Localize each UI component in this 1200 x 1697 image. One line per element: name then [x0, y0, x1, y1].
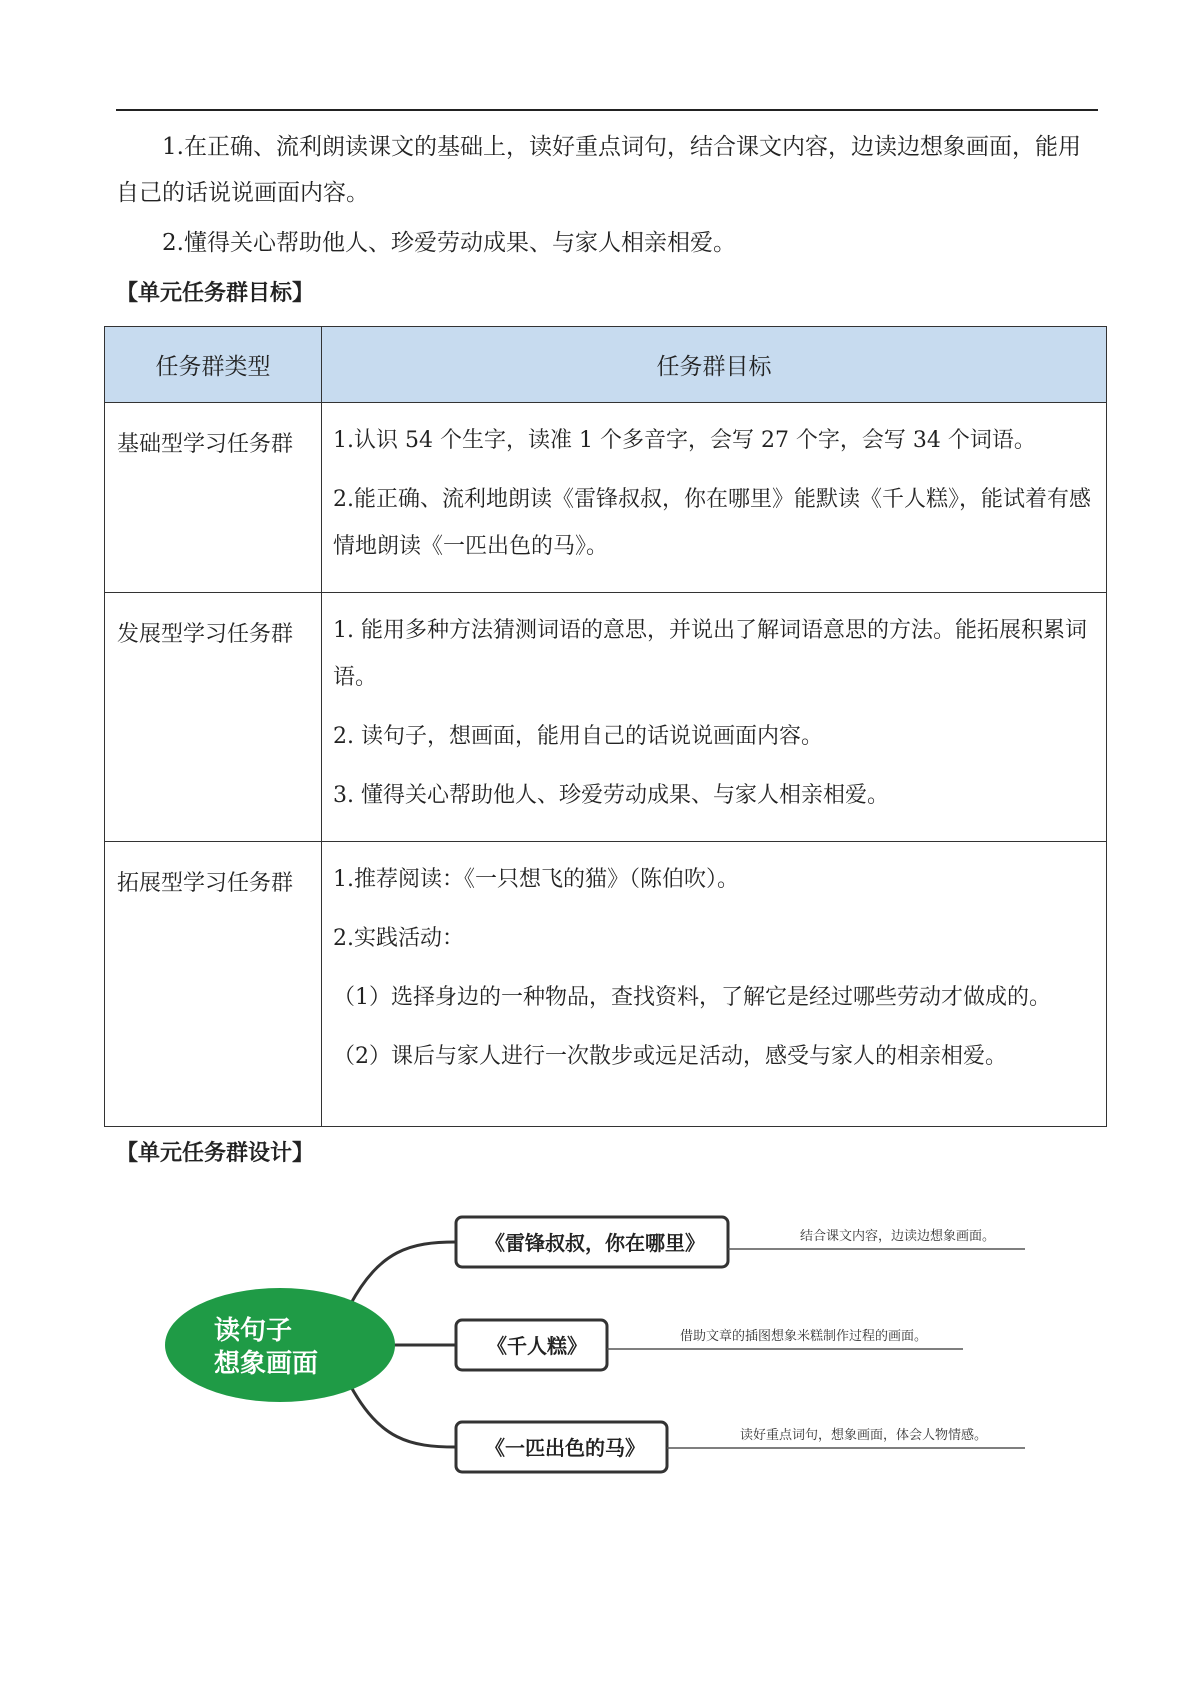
branch-note: 读好重点词句，想象画面，体会人物情感。: [740, 1428, 988, 1443]
section-heading-goals: 【单元任务群目标】: [116, 281, 315, 306]
branch-connector: [350, 1242, 456, 1305]
task-goal-cell: [322, 842, 1107, 1127]
task-goals-table: [104, 326, 1107, 1127]
task-goal-cell: [322, 403, 1107, 593]
center-node-line-1: 读句子: [214, 1316, 293, 1346]
goal-item: 1.认识 54 个生字，读准 1 个多音字，会写 27 个字，会写 34 个词语。: [333, 428, 1036, 453]
task-type-cell: 发展型学习任务群: [105, 593, 322, 842]
goal-item: 2. 读句子，想画面，能用自己的话说说画面内容。: [333, 724, 823, 749]
goal-item: 3. 懂得关心帮助他人、珍爱劳动成果、与家人相亲相爱。: [333, 783, 889, 808]
intro-paragraph-1: 1.在正确、流利朗读课文的基础上，读好重点词句，结合课文内容，边读边想象画面，能用自己的话说说画面内容。: [116, 134, 1081, 206]
task-goal-cell: [322, 593, 1107, 842]
mind-map-diagram: [0, 1190, 1200, 1510]
table-row: [105, 403, 1107, 593]
task-type-cell: 基础型学习任务群: [105, 403, 322, 593]
branch-title: 《雷锋叔叔，你在哪里》: [485, 1231, 705, 1255]
section-heading-design: 【单元任务群设计】: [116, 1141, 315, 1166]
center-node-line-2: 想象画面: [214, 1349, 319, 1379]
task-type-cell: 拓展型学习任务群: [105, 842, 322, 1127]
goal-item: 1.推荐阅读：《一只想飞的猫》（陈伯吹）。: [333, 867, 739, 892]
table-row: [105, 593, 1107, 842]
goal-item: 2.实践活动：: [333, 926, 464, 951]
branch-note: 结合课文内容，边读边想象画面。: [800, 1229, 996, 1244]
column-header-type: 任务群类型: [105, 327, 322, 403]
goal-item: 1. 能用多种方法猜测词语的意思，并说出了解词语意思的方法。能拓展积累词语。: [333, 618, 1087, 690]
table-row: [105, 842, 1107, 1127]
goal-item: 2.能正确、流利地朗读《雷锋叔叔，你在哪里》能默读《千人糕》，能试着有感情地朗读《一匹出色的马》。: [333, 487, 1091, 559]
branch-title: 《千人糕》: [487, 1334, 587, 1358]
goal-item: （1）选择身边的一种物品，查找资料，了解它是经过哪些劳动才做成的。: [333, 985, 1051, 1010]
top-rule: [116, 109, 1098, 111]
table-header-row: [105, 327, 1107, 403]
branch-note: 借助文章的插图想象米糕制作过程的画面。: [680, 1329, 928, 1344]
column-header-goal: 任务群目标: [322, 327, 1107, 403]
branch-connector: [350, 1385, 456, 1447]
branch-title: 《一匹出色的马》: [485, 1436, 645, 1460]
goal-item: （2）课后与家人进行一次散步或远足活动，感受与家人的相亲相爱。: [333, 1044, 1007, 1069]
intro-paragraph-2: 2.懂得关心帮助他人、珍爱劳动成果、与家人相亲相爱。: [162, 230, 736, 256]
